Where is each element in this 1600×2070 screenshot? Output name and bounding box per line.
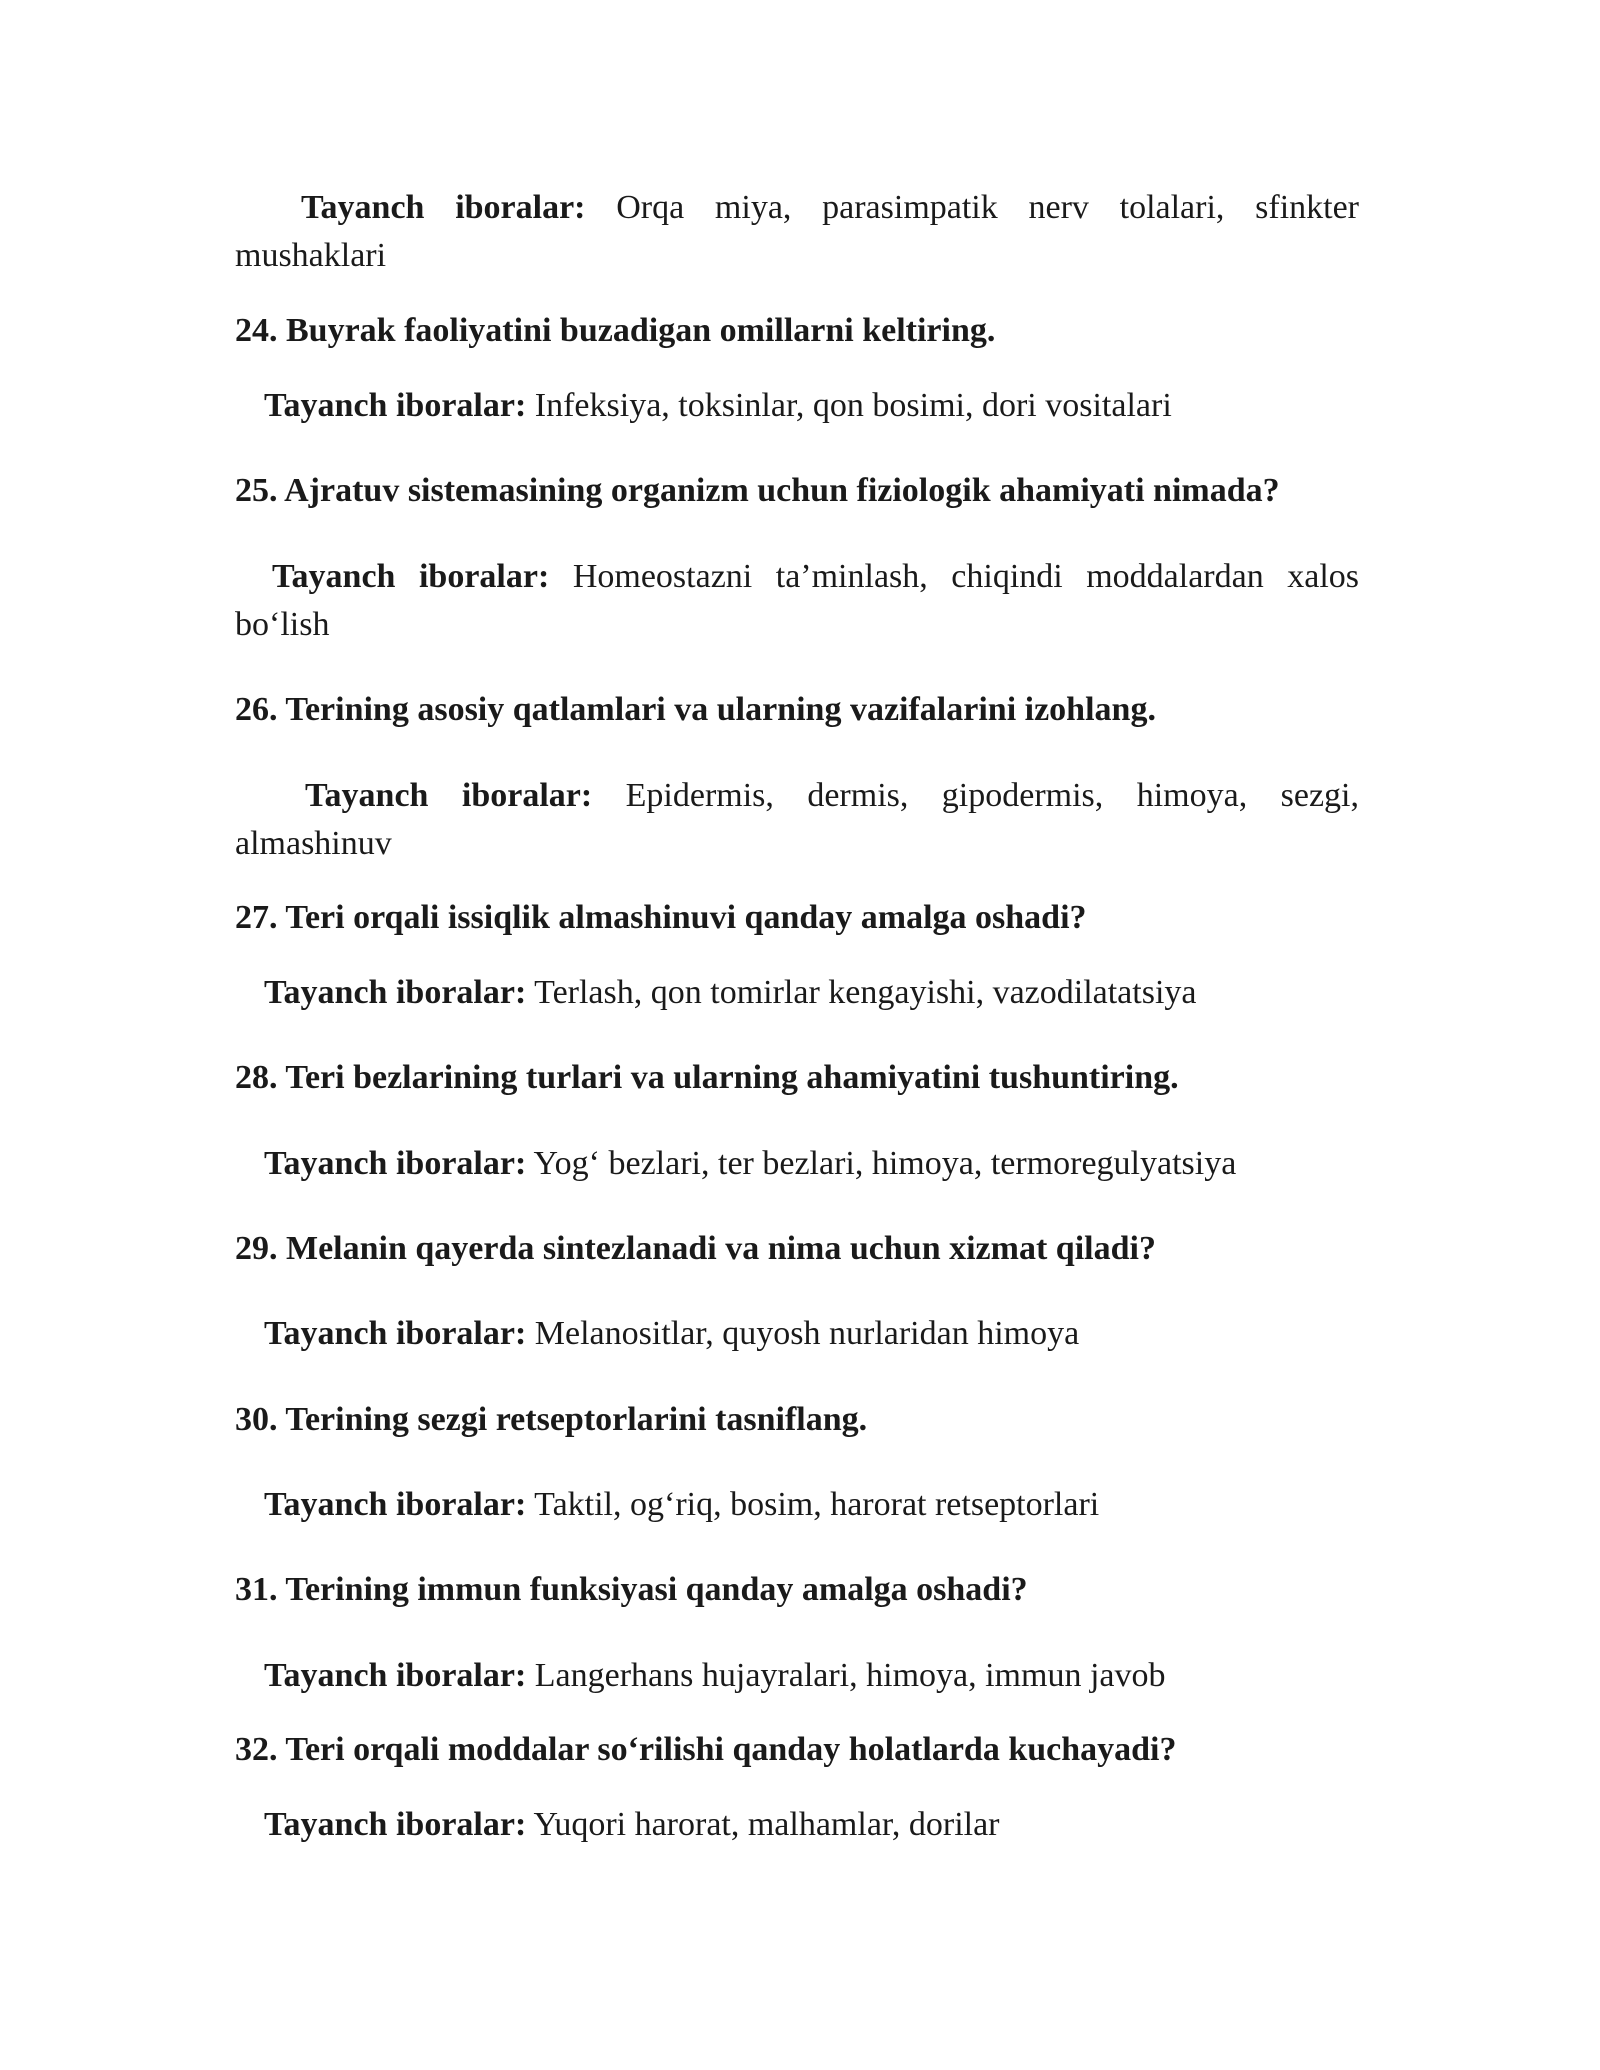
keywords-text: Orqa miya, parasimpatik nerv tolalari, sfinkter mushaklari — [235, 189, 1359, 274]
keywords-text: Taktil, og‘riq, bosim, harorat retseptorlari — [534, 1486, 1100, 1523]
keywords-label: Tayanch iboralar: — [264, 1486, 527, 1523]
question-27: 27. Teri orqali issiqlik almashinuvi qanday amalga oshadi? — [235, 899, 1087, 936]
keywords-label: Tayanch iboralar: — [305, 777, 593, 814]
keywords-paragraph — [235, 969, 1359, 1017]
keywords-text: Melanositlar, quyosh nurlaridan himoya — [534, 1315, 1080, 1352]
keywords-paragraph — [235, 1481, 1359, 1529]
keywords-label: Tayanch iboralar: — [264, 1806, 527, 1843]
keywords-label: Tayanch iboralar: — [264, 1145, 527, 1182]
keywords-paragraph — [235, 772, 1359, 868]
question-29: 29. Melanin qayerda sintezlanadi va nima uchun xizmat qiladi? — [235, 1230, 1156, 1267]
question-26: 26. Terining asosiy qatlamlari va ularning vazifalarini izohlang. — [235, 691, 1156, 728]
question-30: 30. Terining sezgi retseptorlarini tasniflang. — [235, 1401, 868, 1438]
question-24: 24. Buyrak faoliyatini buzadigan omillarni keltiring. — [235, 312, 996, 349]
keywords-label: Tayanch iboralar: — [264, 974, 527, 1011]
keywords-label: Tayanch iboralar: — [272, 558, 550, 595]
keywords-text: Terlash, qon tomirlar kengayishi, vazodilatatsiya — [534, 974, 1197, 1011]
keywords-paragraph — [235, 184, 1359, 280]
keywords-label: Tayanch iboralar: — [301, 189, 586, 226]
keywords-text: Yuqori harorat, malhamlar, dorilar — [533, 1806, 1000, 1843]
question-31: 31. Terining immun funksiyasi qanday amalga oshadi? — [235, 1571, 1028, 1608]
keywords-text: Homeostazni ta’minlash, chiqindi moddalardan xalos bo‘lish — [235, 558, 1360, 643]
keywords-text: Infeksiya, toksinlar, qon bosimi, dori vositalari — [534, 387, 1172, 424]
keywords-paragraph — [235, 1310, 1359, 1358]
keywords-paragraph — [235, 1140, 1359, 1188]
keywords-label: Tayanch iboralar: — [264, 1657, 527, 1694]
keywords-text: Langerhans hujayralari, himoya, immun javob — [534, 1657, 1166, 1694]
keywords-text: Yog‘ bezlari, ter bezlari, himoya, termoregulyatsiya — [533, 1145, 1237, 1182]
keywords-label: Tayanch iboralar: — [264, 387, 527, 424]
keywords-text: Epidermis, dermis, gipodermis, himoya, sezgi, almashinuv — [235, 777, 1360, 862]
keywords-paragraph — [235, 553, 1359, 649]
keywords-label: Tayanch iboralar: — [264, 1315, 527, 1352]
question-32: 32. Teri orqali moddalar so‘rilishi qanday holatlarda kuchayadi? — [235, 1731, 1177, 1768]
question-25: 25. Ajratuv sistemasining organizm uchun fiziologik ahamiyati nimada? — [235, 472, 1280, 509]
keywords-paragraph — [235, 1801, 1359, 1849]
keywords-paragraph — [235, 382, 1359, 430]
question-28: 28. Teri bezlarining turlari va ularning ahamiyatini tushuntiring. — [235, 1059, 1179, 1096]
keywords-paragraph — [235, 1652, 1359, 1700]
